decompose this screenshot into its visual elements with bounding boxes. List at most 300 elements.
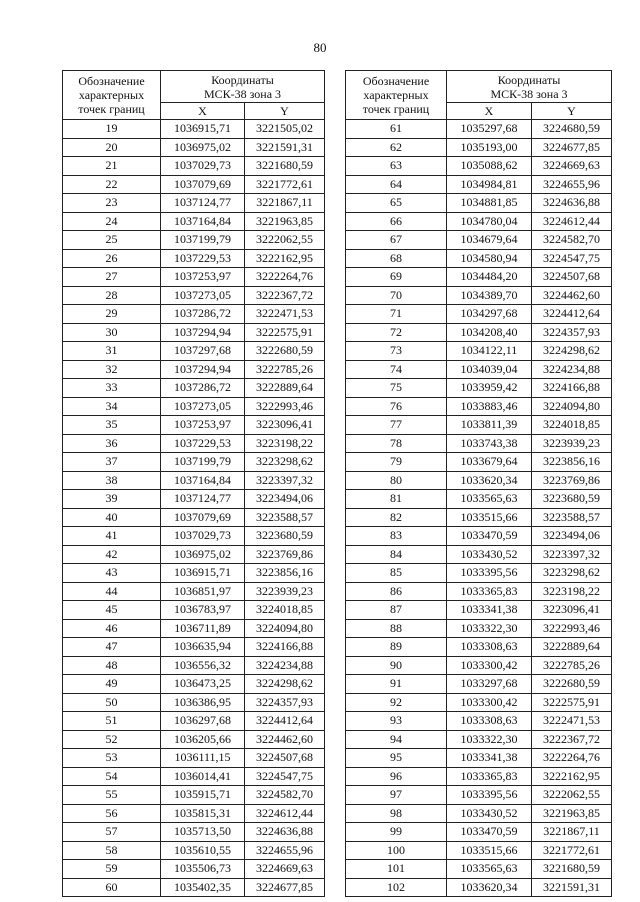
header-line: Обозначение: [362, 74, 430, 88]
point-number-cell: 38: [63, 471, 161, 490]
coordinates-table-right: [345, 70, 612, 897]
table-row: [63, 212, 325, 231]
y-coordinate-cell: 3222471,53: [245, 305, 325, 324]
y-coordinate-cell: 3222162,95: [532, 767, 612, 786]
table-row: [346, 878, 612, 897]
point-number-cell: 45: [63, 601, 161, 620]
point-number-cell: 56: [63, 804, 161, 823]
x-coordinate-cell: 1035713,50: [161, 823, 245, 842]
y-coordinate-cell: 3224669,63: [532, 157, 612, 176]
point-number-cell: 77: [346, 416, 447, 435]
table-row: [63, 323, 325, 342]
y-coordinate-cell: 3223096,41: [532, 601, 612, 620]
x-coordinate-cell: 1037124,77: [161, 490, 245, 509]
x-coordinate-cell: 1033365,83: [447, 582, 532, 601]
x-coordinate-cell: 1034039,04: [447, 360, 532, 379]
y-coordinate-cell: 3221963,85: [245, 212, 325, 231]
table-row: [346, 508, 612, 527]
y-coordinate-cell: 3222471,53: [532, 712, 612, 731]
table-row: [63, 675, 325, 694]
table-row: [63, 841, 325, 860]
y-coordinate-cell: 3224018,85: [245, 601, 325, 620]
point-number-cell: 93: [346, 712, 447, 731]
x-coordinate-cell: 1035193,00: [447, 138, 532, 157]
y-coordinate-cell: 3223198,22: [532, 582, 612, 601]
x-coordinate-cell: 1036014,41: [161, 767, 245, 786]
x-coordinate-cell: 1037199,79: [161, 453, 245, 472]
y-coordinate-cell: 3222785,26: [245, 360, 325, 379]
x-coordinate-cell: 1035297,68: [447, 120, 532, 139]
y-coordinate-cell: 3224677,85: [245, 878, 325, 897]
table-row: [346, 527, 612, 546]
header-line: Координаты: [497, 72, 561, 87]
y-coordinate-cell: 3222680,59: [245, 342, 325, 361]
y-coordinate-cell: 3223856,16: [245, 564, 325, 583]
point-number-cell: 51: [63, 712, 161, 731]
x-coordinate-cell: 1037229,53: [161, 434, 245, 453]
point-number-cell: 48: [63, 656, 161, 675]
point-number-cell: 73: [346, 342, 447, 361]
table-row: [346, 453, 612, 472]
table-row: [63, 767, 325, 786]
header-line: Обозначение: [78, 74, 145, 88]
y-coordinate-cell: 3222575,91: [245, 323, 325, 342]
point-number-cell: 87: [346, 601, 447, 620]
table-row: [63, 601, 325, 620]
point-number-cell: 101: [346, 860, 447, 879]
x-coordinate-cell: 1037286,72: [161, 379, 245, 398]
y-coordinate-cell: 3221867,11: [245, 194, 325, 213]
y-coordinate-cell: 3221591,31: [532, 878, 612, 897]
x-coordinate-cell: 1037029,73: [161, 157, 245, 176]
point-number-cell: 40: [63, 508, 161, 527]
table-row: [346, 490, 612, 509]
y-coordinate-cell: 3222162,95: [245, 249, 325, 268]
y-coordinate-cell: 3224357,93: [245, 693, 325, 712]
point-number-cell: 91: [346, 675, 447, 694]
x-coordinate-cell: 1036975,02: [161, 138, 245, 157]
x-coordinate-cell: 1033620,34: [447, 878, 532, 897]
table-row: [346, 786, 612, 805]
y-coordinate-cell: 3224507,68: [532, 268, 612, 287]
y-coordinate-cell: 3223680,59: [532, 490, 612, 509]
point-number-cell: 37: [63, 453, 161, 472]
x-coordinate-cell: 1036915,71: [161, 564, 245, 583]
y-coordinate-cell: 3224234,88: [532, 360, 612, 379]
point-number-cell: 81: [346, 490, 447, 509]
point-number-cell: 89: [346, 638, 447, 657]
y-coordinate-cell: 3224669,63: [245, 860, 325, 879]
point-number-cell: 66: [346, 212, 447, 231]
x-coordinate-cell: 1036297,68: [161, 712, 245, 731]
point-number-cell: 25: [63, 231, 161, 250]
y-coordinate-cell: 3224462,60: [532, 286, 612, 305]
x-column-header: X: [447, 103, 532, 120]
table-row: [63, 804, 325, 823]
point-number-cell: 58: [63, 841, 161, 860]
table-row: [63, 619, 325, 638]
point-number-cell: 44: [63, 582, 161, 601]
point-number-cell: 88: [346, 619, 447, 638]
point-number-cell: 35: [63, 416, 161, 435]
table-row: [346, 212, 612, 231]
point-number-cell: 33: [63, 379, 161, 398]
x-coordinate-cell: 1033300,42: [447, 693, 532, 712]
y-coordinate-cell: 3223397,32: [532, 545, 612, 564]
x-coordinate-cell: 1033395,56: [447, 564, 532, 583]
y-coordinate-cell: 3223769,86: [245, 545, 325, 564]
point-number-cell: 41: [63, 527, 161, 546]
table-row: [63, 638, 325, 657]
point-number-cell: 94: [346, 730, 447, 749]
header-line: МСК-38 зона 3: [203, 86, 282, 101]
point-number-cell: 98: [346, 804, 447, 823]
x-coordinate-cell: 1034208,40: [447, 323, 532, 342]
point-number-cell: 31: [63, 342, 161, 361]
table-row: [346, 268, 612, 287]
x-coordinate-cell: 1034389,70: [447, 286, 532, 305]
x-coordinate-cell: 1033297,68: [447, 675, 532, 694]
header-line: точек границ: [362, 102, 430, 116]
table-row: [63, 564, 325, 583]
table-row: [346, 749, 612, 768]
point-number-cell: 30: [63, 323, 161, 342]
x-coordinate-cell: 1036851,97: [161, 582, 245, 601]
y-coordinate-cell: 3224166,88: [532, 379, 612, 398]
y-coordinate-cell: 3224357,93: [532, 323, 612, 342]
x-coordinate-cell: 1034484,20: [447, 268, 532, 287]
y-column-header: Y: [532, 103, 612, 120]
point-number-cell: 102: [346, 878, 447, 897]
coordinates-header: [161, 71, 325, 103]
x-coordinate-cell: 1033365,83: [447, 767, 532, 786]
point-number-cell: 78: [346, 434, 447, 453]
header-line: характерных: [363, 88, 429, 102]
y-coordinate-cell: 3221505,02: [245, 120, 325, 139]
x-coordinate-cell: 1035915,71: [161, 786, 245, 805]
y-coordinate-cell: 3223588,57: [245, 508, 325, 527]
x-coordinate-cell: 1037297,68: [161, 342, 245, 361]
point-number-cell: 75: [346, 379, 447, 398]
y-coordinate-cell: 3224612,44: [532, 212, 612, 231]
point-number-cell: 29: [63, 305, 161, 324]
table-row: [346, 656, 612, 675]
point-number-cell: 61: [346, 120, 447, 139]
point-number-cell: 55: [63, 786, 161, 805]
point-number-cell: 70: [346, 286, 447, 305]
page-number: 80: [313, 40, 327, 55]
x-coordinate-cell: 1033300,42: [447, 656, 532, 675]
table-row: [63, 175, 325, 194]
y-coordinate-cell: 3222367,72: [532, 730, 612, 749]
y-coordinate-cell: 3222680,59: [532, 675, 612, 694]
x-coordinate-cell: 1037294,94: [161, 323, 245, 342]
header-line: МСК-38 зона 3: [490, 86, 568, 101]
x-coordinate-cell: 1036111,15: [161, 749, 245, 768]
x-coordinate-cell: 1036635,94: [161, 638, 245, 657]
point-number-cell: 36: [63, 434, 161, 453]
table-row: [346, 305, 612, 324]
y-coordinate-cell: 3221772,61: [245, 175, 325, 194]
point-number-cell: 62: [346, 138, 447, 157]
x-coordinate-cell: 1036556,32: [161, 656, 245, 675]
table-row: [346, 434, 612, 453]
point-number-cell: 43: [63, 564, 161, 583]
table-row: [63, 397, 325, 416]
x-coordinate-cell: 1037029,73: [161, 527, 245, 546]
point-number-cell: 50: [63, 693, 161, 712]
y-coordinate-cell: 3224507,68: [245, 749, 325, 768]
y-coordinate-cell: 3224677,85: [532, 138, 612, 157]
header-line: Координаты: [211, 72, 274, 87]
x-coordinate-cell: 1033322,30: [447, 619, 532, 638]
point-number-cell: 96: [346, 767, 447, 786]
x-coordinate-cell: 1037253,97: [161, 268, 245, 287]
y-coordinate-cell: 3224582,70: [245, 786, 325, 805]
table-row: [63, 138, 325, 157]
x-coordinate-cell: 1034679,64: [447, 231, 532, 250]
header-line: точек границ: [78, 102, 145, 116]
x-coordinate-cell: 1034881,85: [447, 194, 532, 213]
y-coordinate-cell: 3221772,61: [532, 841, 612, 860]
point-number-cell: 39: [63, 490, 161, 509]
point-number-cell: 28: [63, 286, 161, 305]
y-coordinate-cell: 3224166,88: [245, 638, 325, 657]
table-row: [346, 360, 612, 379]
y-coordinate-cell: 3224094,80: [245, 619, 325, 638]
y-coordinate-cell: 3224680,59: [532, 120, 612, 139]
y-coordinate-cell: 3222889,64: [532, 638, 612, 657]
point-number-cell: 65: [346, 194, 447, 213]
point-number-cell: 90: [346, 656, 447, 675]
x-coordinate-cell: 1037164,84: [161, 212, 245, 231]
y-coordinate-cell: 3224094,80: [532, 397, 612, 416]
table-row: [346, 804, 612, 823]
x-coordinate-cell: 1036386,95: [161, 693, 245, 712]
point-number-cell: 22: [63, 175, 161, 194]
table-row: [346, 286, 612, 305]
point-number-cell: 72: [346, 323, 447, 342]
point-number-cell: 42: [63, 545, 161, 564]
y-coordinate-cell: 3224547,75: [532, 249, 612, 268]
table-row: [63, 434, 325, 453]
x-coordinate-cell: 1036473,25: [161, 675, 245, 694]
point-number-cell: 71: [346, 305, 447, 324]
table-row: [63, 342, 325, 361]
point-number-cell: 23: [63, 194, 161, 213]
table-row: [346, 120, 612, 139]
table-row: [346, 323, 612, 342]
x-coordinate-cell: 1034984,81: [447, 175, 532, 194]
table-row: [63, 268, 325, 287]
point-number-cell: 63: [346, 157, 447, 176]
x-coordinate-cell: 1033308,63: [447, 638, 532, 657]
y-coordinate-cell: 3223298,62: [532, 564, 612, 583]
point-number-cell: 26: [63, 249, 161, 268]
x-coordinate-cell: 1036711,89: [161, 619, 245, 638]
table-row: [346, 841, 612, 860]
x-coordinate-cell: 1034580,94: [447, 249, 532, 268]
x-coordinate-cell: 1033341,38: [447, 749, 532, 768]
header-line: характерных: [78, 88, 145, 102]
y-coordinate-cell: 3221963,85: [532, 804, 612, 823]
table-row: [346, 582, 612, 601]
table-row: [63, 656, 325, 675]
point-number-cell: 76: [346, 397, 447, 416]
y-coordinate-cell: 3224655,96: [532, 175, 612, 194]
y-coordinate-cell: 3224298,62: [245, 675, 325, 694]
table-row: [63, 712, 325, 731]
table-row: [346, 471, 612, 490]
point-number-cell: 21: [63, 157, 161, 176]
x-coordinate-cell: 1036975,02: [161, 545, 245, 564]
point-number-cell: 27: [63, 268, 161, 287]
y-coordinate-cell: 3224412,64: [532, 305, 612, 324]
y-coordinate-cell: 3224298,62: [532, 342, 612, 361]
point-number-cell: 64: [346, 175, 447, 194]
y-coordinate-cell: 3221591,31: [245, 138, 325, 157]
y-coordinate-cell: 3222062,55: [532, 786, 612, 805]
x-coordinate-cell: 1034780,04: [447, 212, 532, 231]
x-coordinate-cell: 1035610,55: [161, 841, 245, 860]
point-number-cell: 19: [63, 120, 161, 139]
point-number-cell: 32: [63, 360, 161, 379]
table-row: [346, 675, 612, 694]
point-number-cell: 74: [346, 360, 447, 379]
table-row: [346, 693, 612, 712]
point-number-cell: 92: [346, 693, 447, 712]
x-coordinate-cell: 1033883,46: [447, 397, 532, 416]
x-coordinate-cell: 1037164,84: [161, 471, 245, 490]
y-coordinate-cell: 3223494,06: [532, 527, 612, 546]
table-row: [346, 416, 612, 435]
y-coordinate-cell: 3222889,64: [245, 379, 325, 398]
point-number-cell: 97: [346, 786, 447, 805]
point-number-cell: 60: [63, 878, 161, 897]
y-coordinate-cell: 3222785,26: [532, 656, 612, 675]
point-number-cell: 95: [346, 749, 447, 768]
table-row: [346, 138, 612, 157]
point-number-cell: 53: [63, 749, 161, 768]
y-coordinate-cell: 3224234,88: [245, 656, 325, 675]
y-coordinate-cell: 3223939,23: [245, 582, 325, 601]
y-coordinate-cell: 3221680,59: [245, 157, 325, 176]
y-coordinate-cell: 3223298,62: [245, 453, 325, 472]
x-coordinate-cell: 1037229,53: [161, 249, 245, 268]
coordinates-header: [447, 71, 612, 103]
y-coordinate-cell: 3222367,72: [245, 286, 325, 305]
x-coordinate-cell: 1037253,97: [161, 416, 245, 435]
point-number-cell: 24: [63, 212, 161, 231]
y-coordinate-cell: 3222993,46: [532, 619, 612, 638]
y-coordinate-cell: 3223096,41: [245, 416, 325, 435]
x-coordinate-cell: 1033322,30: [447, 730, 532, 749]
table-row: [63, 823, 325, 842]
y-column-header: Y: [245, 103, 325, 120]
point-number-cell: 99: [346, 823, 447, 842]
table-row: [346, 175, 612, 194]
y-coordinate-cell: 3223397,32: [245, 471, 325, 490]
table-row: [346, 601, 612, 620]
x-coordinate-cell: 1036783,97: [161, 601, 245, 620]
y-coordinate-cell: 3224655,96: [245, 841, 325, 860]
x-coordinate-cell: 1033395,56: [447, 786, 532, 805]
table-row: [346, 730, 612, 749]
point-number-cell: 52: [63, 730, 161, 749]
point-number-cell: 69: [346, 268, 447, 287]
table-row: [63, 453, 325, 472]
table-row: [346, 379, 612, 398]
y-coordinate-cell: 3221680,59: [532, 860, 612, 879]
table-row: [63, 693, 325, 712]
point-number-cell: 80: [346, 471, 447, 490]
table-row: [346, 397, 612, 416]
y-coordinate-cell: 3224462,60: [245, 730, 325, 749]
y-coordinate-cell: 3222062,55: [245, 231, 325, 250]
x-coordinate-cell: 1033515,66: [447, 508, 532, 527]
point-number-cell: 82: [346, 508, 447, 527]
y-coordinate-cell: 3224582,70: [532, 231, 612, 250]
table-row: [63, 194, 325, 213]
table-row: [63, 730, 325, 749]
y-coordinate-cell: 3223680,59: [245, 527, 325, 546]
x-coordinate-cell: 1033679,64: [447, 453, 532, 472]
table-row: [63, 786, 325, 805]
table-body-right: [346, 120, 612, 897]
y-coordinate-cell: 3222993,46: [245, 397, 325, 416]
point-number-cell: 57: [63, 823, 161, 842]
x-coordinate-cell: 1035402,35: [161, 878, 245, 897]
table-row: [346, 157, 612, 176]
x-coordinate-cell: 1036915,71: [161, 120, 245, 139]
point-number-cell: 84: [346, 545, 447, 564]
point-number-cell: 86: [346, 582, 447, 601]
x-coordinate-cell: 1037199,79: [161, 231, 245, 250]
x-coordinate-cell: 1037079,69: [161, 175, 245, 194]
point-number-cell: 83: [346, 527, 447, 546]
table-row: [63, 749, 325, 768]
table-row: [63, 471, 325, 490]
table-row: [63, 582, 325, 601]
table-row: [346, 545, 612, 564]
point-number-cell: 54: [63, 767, 161, 786]
x-coordinate-cell: 1033565,63: [447, 490, 532, 509]
x-coordinate-cell: 1036205,66: [161, 730, 245, 749]
table-row: [346, 860, 612, 879]
table-row: [63, 416, 325, 435]
x-coordinate-cell: 1033430,52: [447, 545, 532, 564]
table-row: [346, 712, 612, 731]
table-row: [63, 249, 325, 268]
table-row: [63, 860, 325, 879]
x-coordinate-cell: 1033515,66: [447, 841, 532, 860]
table-row: [346, 231, 612, 250]
x-column-header: X: [161, 103, 245, 120]
table-row: [63, 878, 325, 897]
table-row: [63, 527, 325, 546]
point-number-cell: 20: [63, 138, 161, 157]
table-body-left: [63, 120, 325, 897]
y-coordinate-cell: 3224612,44: [245, 804, 325, 823]
table-row: [346, 342, 612, 361]
y-coordinate-cell: 3223939,23: [532, 434, 612, 453]
y-coordinate-cell: 3223856,16: [532, 453, 612, 472]
x-coordinate-cell: 1034297,68: [447, 305, 532, 324]
point-number-cell: 34: [63, 397, 161, 416]
point-number-cell: 49: [63, 675, 161, 694]
x-coordinate-cell: 1033565,63: [447, 860, 532, 879]
x-coordinate-cell: 1035815,31: [161, 804, 245, 823]
